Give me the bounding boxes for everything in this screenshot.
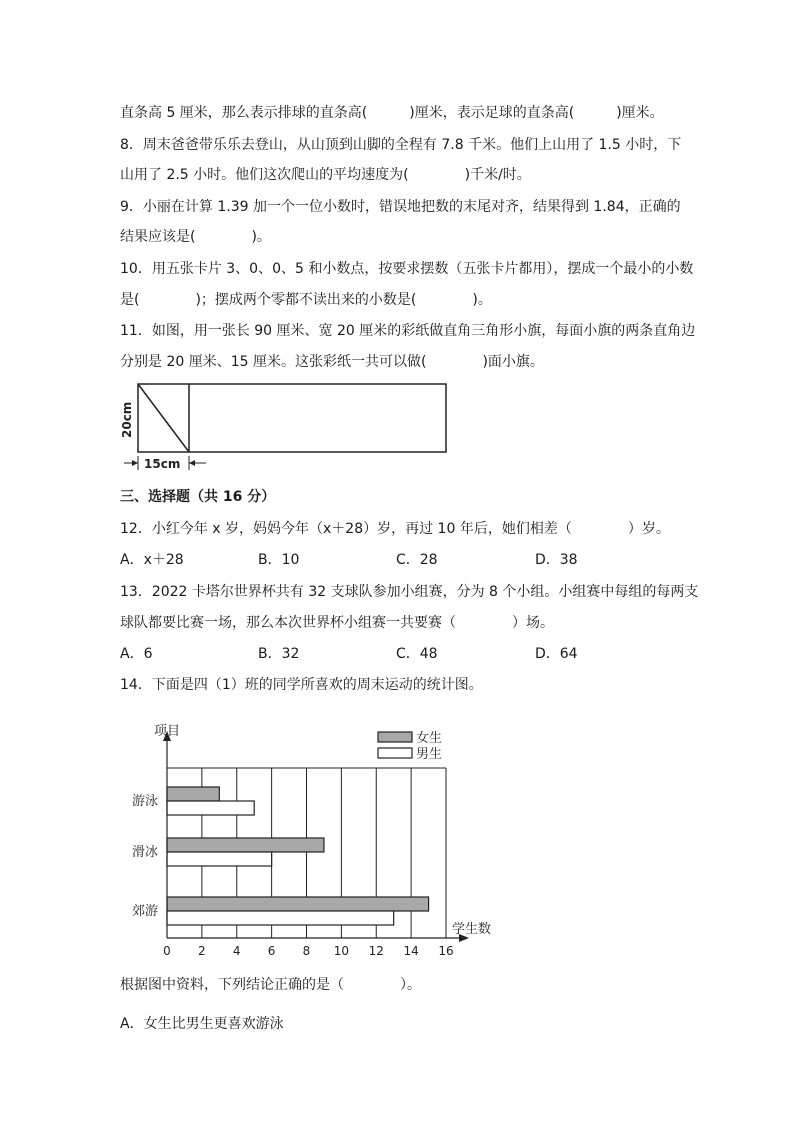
q13-option-c: C．48 <box>396 646 438 662</box>
bar-游泳-男生 <box>167 801 254 815</box>
x-tick-label-4: 4 <box>232 944 241 958</box>
category-labels <box>132 794 158 919</box>
width-label: 15cm <box>144 457 181 471</box>
legend-swatch-男生 <box>378 748 412 758</box>
category-label-游泳: 游泳 <box>131 794 158 809</box>
q12-option-c: C．28 <box>396 552 438 568</box>
x-tick-label-16: 16 <box>438 944 454 958</box>
legend-label-男生: 男生 <box>416 747 443 762</box>
category-label-滑冰: 滑冰 <box>131 845 158 860</box>
q12-option-a: A．x＋28 <box>120 552 184 568</box>
x-tick-label-2: 2 <box>198 944 206 958</box>
q14-option-a: A．女生比男生更喜欢游泳 <box>120 1016 284 1032</box>
q14-after-chart: 根据图中资料，下列结论正确的是（ ）。 <box>120 977 421 993</box>
legend-label-女生: 女生 <box>416 731 443 746</box>
bar-滑冰-男生 <box>167 852 272 866</box>
q12-stem: 12．小红今年 x 岁，妈妈今年（x＋28）岁，再过 10 年后，她们相差（ ）岁。 <box>120 521 670 537</box>
q13-option-d: D．64 <box>535 646 578 662</box>
q8-line-2: 山用了 2.5 小时。他们这次爬山的平均速度为( )千米/时。 <box>120 167 531 183</box>
q13-option-b: B．32 <box>258 646 300 662</box>
bar-郊游-女生 <box>167 897 429 911</box>
q14-stem: 14．下面是四（1）班的同学所喜欢的周末运动的统计图。 <box>120 677 483 693</box>
x-tick-label-0: 0 <box>163 944 171 958</box>
q13-option-a: A．6 <box>120 646 153 662</box>
legend-swatch-女生 <box>378 732 412 742</box>
q8-line-1: 8．周末爸爸带乐乐去登山，从山顶到山脚的全程有 7.8 千米。他们上山用了 1.5 小时，下 <box>120 137 682 153</box>
x-tick-label-10: 10 <box>333 944 350 958</box>
q9-line-1: 9．小丽在计算 1.39 加一个一位小数时，错误地把数的末尾对齐，结果得到 1.84，正确的 <box>120 199 681 215</box>
height-label: 20cm <box>120 401 134 438</box>
q10-line-1: 10．用五张卡片 3、0、0、5 和小数点，按要求摆数（五张卡片都用），摆成一个最小的小数 <box>120 261 694 277</box>
y-axis-label: 项目 <box>154 724 181 739</box>
q13-line-2: 球队都要比赛一场，那么本次世界杯小组赛一共要赛（ ）场。 <box>120 615 554 631</box>
section-3-title: 三、选择题（共 16 分） <box>120 489 276 505</box>
bar-滑冰-女生 <box>167 838 324 852</box>
x-tick-label-14: 14 <box>403 944 419 958</box>
q12-option-b: B．10 <box>258 552 300 568</box>
x-tick-label-6: 6 <box>267 944 276 958</box>
chart-legend <box>378 730 442 762</box>
q10-line-2: 是( )；摆成两个零都不读出来的小数是( )。 <box>120 292 492 308</box>
x-tick-label-8: 8 <box>302 944 311 958</box>
x-tick-labels <box>163 944 453 958</box>
bar-游泳-女生 <box>167 787 219 801</box>
q13-line-1: 13．2022 卡塔尔世界杯共有 32 支球队参加小组赛，分为 8 个小组。小组赛中每组的每两支 <box>120 584 699 600</box>
q9-line-2: 结果应该是( )。 <box>120 229 271 245</box>
q11-line-1: 11．如图，用一张长 90 厘米、宽 20 厘米的彩纸做直角三角形小旗，每面小旗的两条直角边 <box>120 323 696 339</box>
q7-line-1: 直条高 5 厘米，那么表示排球的直条高( )厘米，表示足球的直条高( )厘米。 <box>120 105 664 121</box>
bar-郊游-男生 <box>167 911 394 925</box>
category-label-郊游: 郊游 <box>131 904 158 919</box>
x-axis-label: 学生数 <box>452 922 492 937</box>
q11-line-2: 分别是 20 厘米、15 厘米。这张彩纸一共可以做( )面小旗。 <box>120 354 544 370</box>
chart-bars <box>167 787 429 925</box>
q12-option-d: D．38 <box>535 552 578 568</box>
x-tick-label-12: 12 <box>368 944 384 958</box>
